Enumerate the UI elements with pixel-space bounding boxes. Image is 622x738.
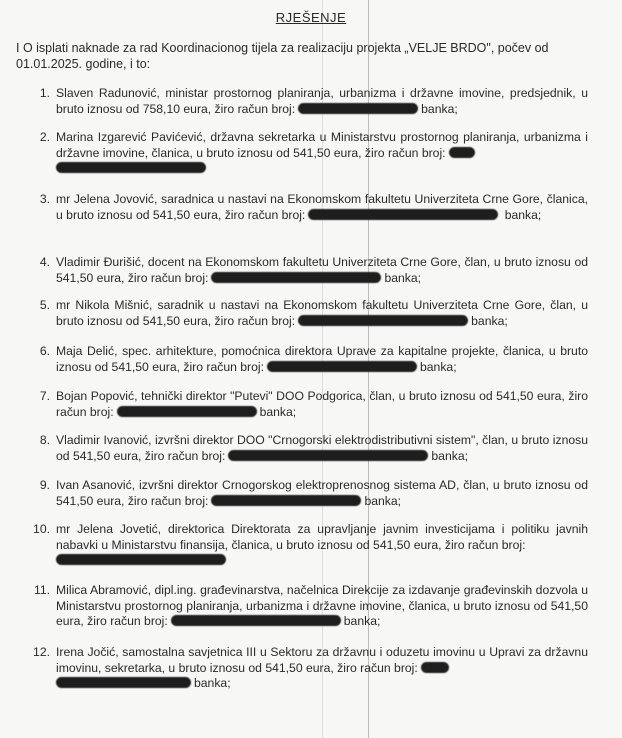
list-item — [28, 433, 588, 464]
list-item — [28, 478, 588, 509]
item-suffix: banka; — [504, 207, 542, 222]
redaction — [298, 103, 418, 114]
item-number: 1. — [39, 86, 50, 100]
document-title: RJEŠENJE — [275, 10, 347, 25]
list-item — [28, 130, 588, 177]
intro-paragraph: I O isplati naknade za rad Koordinacionog tijela za realizaciju projekta „VELJE BRDO", počev od 01.01.2025. godine, i to: — [16, 41, 549, 71]
item-text: Vladimir Đurišić, docent na Ekonomskom fakultetu Univerziteta Crne Gore, član, u bruto iznosu od 541,50 eura, žiro račun broj: — [56, 255, 588, 285]
item-suffix: banka; — [194, 676, 231, 691]
redaction — [308, 209, 498, 220]
redaction — [228, 450, 428, 461]
list-item — [28, 255, 588, 286]
item-suffix: banka; — [420, 359, 457, 374]
item-number: 9. — [39, 478, 50, 492]
item-number: 7. — [39, 389, 50, 403]
list-item — [28, 389, 588, 420]
item-suffix: banka; — [421, 101, 458, 116]
redaction — [171, 615, 341, 626]
item-number: 11. — [33, 583, 50, 597]
item-text: Maja Delić, spec. arhitekture, pomoćnica direktora Uprave za kapitalne projekte, članica, u bruto iznosu od 541,50 eura, žiro račun broj: — [56, 344, 588, 374]
item-number: 5. — [39, 298, 50, 312]
list-item — [28, 298, 588, 329]
item-text: Ivan Asanović, izvršni direktor Crnogorskog elektroprenosnog sistema AD, član, u bruto iznosu od 541,50 eura, žiro račun broj: — [56, 478, 588, 508]
list-item — [28, 192, 588, 223]
item-number: 3. — [39, 192, 50, 206]
redaction — [267, 361, 417, 372]
redaction — [298, 315, 468, 326]
item-number: 2. — [39, 130, 50, 144]
item-suffix: banka; — [343, 614, 381, 629]
redaction — [421, 662, 449, 673]
item-text: mr Nikola Mišnić, saradnik u nastavi na Ekonomskom fakultetu Univerziteta Crne Gore, član, u bruto iznosu od 541,50 eura, žiro račun broj: — [56, 298, 588, 328]
redaction — [56, 554, 226, 565]
item-number: 8. — [39, 433, 50, 447]
redaction — [211, 495, 361, 506]
item-suffix: banka; — [259, 404, 297, 419]
item-number: 10. — [33, 522, 50, 536]
item-text: Marina Izgarević Pavićević, državna sekretarka u Ministarstvu prostornog planiranja, urbanizma i državne imovine, članica, u bruto iznosu od 541,50 eura, žiro račun broj: — [56, 130, 588, 160]
redaction — [211, 272, 381, 283]
item-number: 12. — [33, 645, 50, 659]
item-number: 4. — [39, 255, 50, 269]
item-text: mr Jelena Jovetić, direktorica Direktorata za upravljanje javnim investicijama i politiku javnih nabavki u Ministarstvu finansija, članica, u bruto iznosu od 541,50 eura, žiro račun broj: — [56, 522, 588, 552]
list-item — [28, 583, 588, 630]
item-suffix: banka; — [364, 493, 402, 508]
item-text: Bojan Popović, tehnički direktor "Putevi" DOO Podgorica, član, u bruto iznosu od 541,50 eura, žiro račun broj: — [56, 389, 588, 419]
item-text: Irena Jočić, samostalna savjetnica III u Sektoru za državnu i oduzetu imovinu u Upravi za državnu imovinu, sekretarka, u bruto iznosu od 541,50 eura, žiro račun broj: — [56, 645, 588, 675]
item-text: mr Jelena Jovović, saradnica u nastavi na Ekonomskom fakultetu Univerziteta Crne Gore, članica, u bruto iznosu od 541,50 eura, žiro račun broj: — [56, 192, 588, 222]
redaction — [56, 162, 206, 173]
item-text: Milica Abramović, dipl.ing. građevinarstva, načelnica Direkcije za izdavanje građevinskih dozvola u Ministarstvu prostornog planiranja, urbanizma i državne imovine, članica, u bruto iznosu od 541,50 eura, žiro račun broj: — [56, 583, 588, 629]
item-number: 6. — [39, 344, 50, 358]
item-suffix: banka; — [431, 448, 468, 463]
redaction — [56, 677, 191, 688]
item-text: Slaven Radunović, ministar prostornog planiranja, urbanizma i državne imovine, predsjednik, u bruto iznosu od 758,10 eura, žiro račun broj: — [56, 86, 588, 116]
list-item — [28, 645, 588, 692]
item-text: Vladimir Ivanović, izvršni direktor DOO "Crnogorski elektrodistributivni sistem", član, u bruto iznosu od 541,50 eura, žiro račun broj: — [56, 433, 588, 463]
item-suffix: banka; — [384, 270, 422, 285]
list-item — [28, 86, 588, 117]
redaction — [117, 406, 257, 417]
item-suffix: banka; — [471, 313, 508, 328]
redaction — [449, 147, 475, 158]
list-item — [28, 522, 588, 569]
list-item — [28, 344, 588, 375]
